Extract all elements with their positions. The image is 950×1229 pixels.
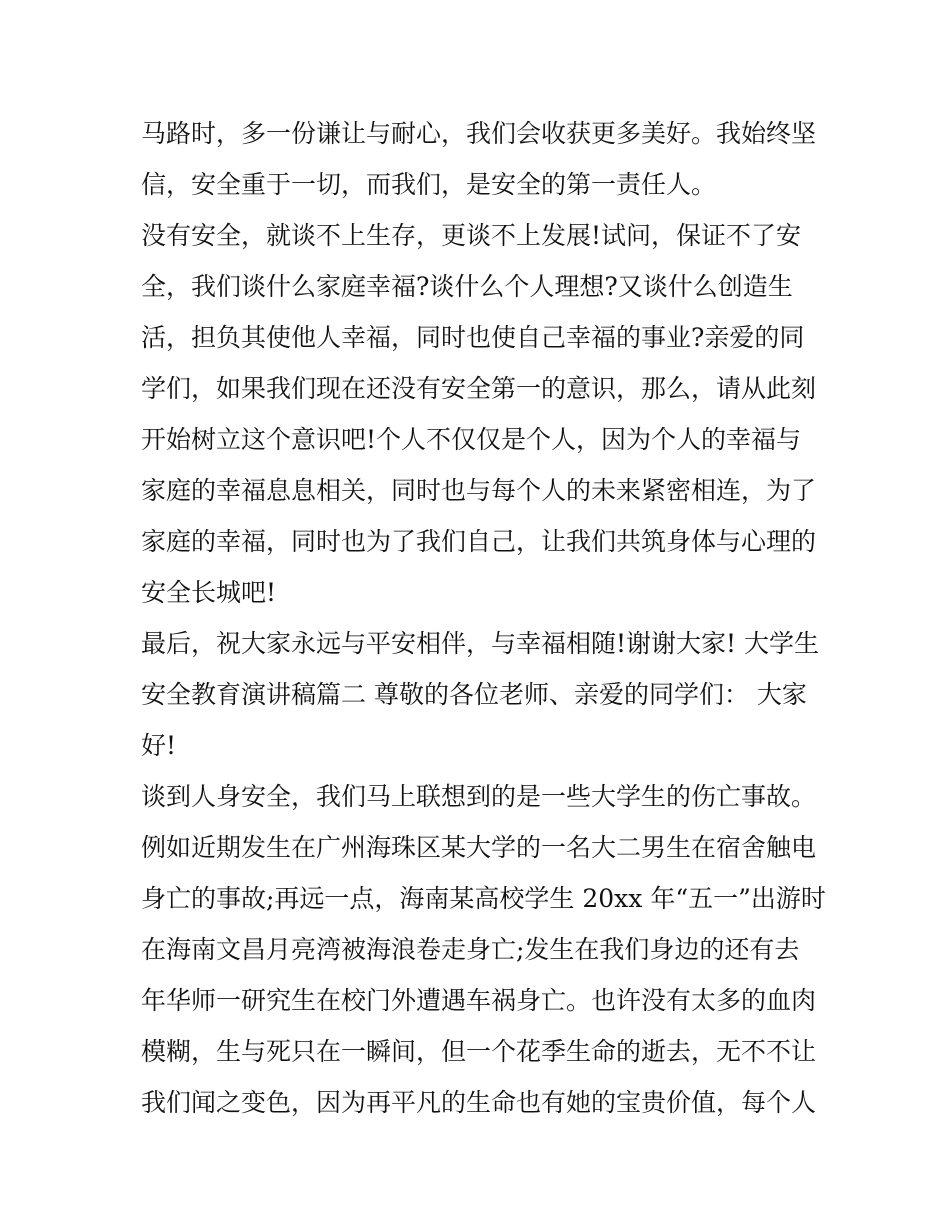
text-line: 家庭的幸福息息相关，同时也与每个人的未来紧密相连，为了	[141, 476, 817, 505]
text-line: 安全长城吧!	[141, 578, 277, 607]
text-line: 没有安全，就谈不上生存，更谈不上发展!试问，保证不了安	[141, 221, 802, 250]
text-line: 例如近期发生在广州海珠区某大学的一名大二男生在宿舍触电	[141, 833, 817, 862]
text-line: 模糊，生与死只在一瞬间，但一个花季生命的逝去，无不不让	[141, 1037, 817, 1066]
text-line: 安全教育演讲稿篇二 尊敬的各位老师、亲爱的同学们： 大家	[141, 680, 807, 709]
text-line: 开始树立这个意识吧!个人不仅仅是个人，因为个人的幸福与	[141, 425, 802, 454]
text-line: 我们闻之变色，因为再平凡的生命也有她的宝贵价值，每个人	[141, 1088, 817, 1117]
text-line: 活，担负其使他人幸福，同时也使自己幸福的事业?亲爱的同	[141, 323, 805, 352]
text-line: 身亡的事故;再远一点，海南某高校学生 20xx 年“五一”出游时	[141, 884, 826, 913]
text-line: 全，我们谈什么家庭幸福?谈什么个人理想?又谈什么创造生	[141, 272, 793, 301]
text-line: 信，安全重于一切，而我们，是安全的第一责任人。	[141, 170, 717, 199]
text-line: 在海南文昌月亮湾被海浪卷走身亡;发生在我们身边的还有去	[141, 935, 800, 964]
text-line: 马路时，多一份谦让与耐心，我们会收获更多美好。我始终坚	[141, 119, 817, 148]
text-line: 家庭的幸福，同时也为了我们自己，让我们共筑身体与心理的	[141, 527, 817, 556]
text-line: 年华师一研究生在校门外遭遇车祸身亡。也许没有太多的血肉	[141, 986, 817, 1015]
text-line: 最后，祝大家永远与平安相伴，与幸福相随!谢谢大家! 大学生	[141, 629, 820, 658]
body-text	[141, 108, 826, 1128]
text-line: 好!	[141, 731, 177, 760]
text-line: 谈到人身安全，我们马上联想到的是一些大学生的伤亡事故。	[141, 782, 817, 811]
text-line: 学们，如果我们现在还没有安全第一的意识，那么，请从此刻	[141, 374, 817, 403]
